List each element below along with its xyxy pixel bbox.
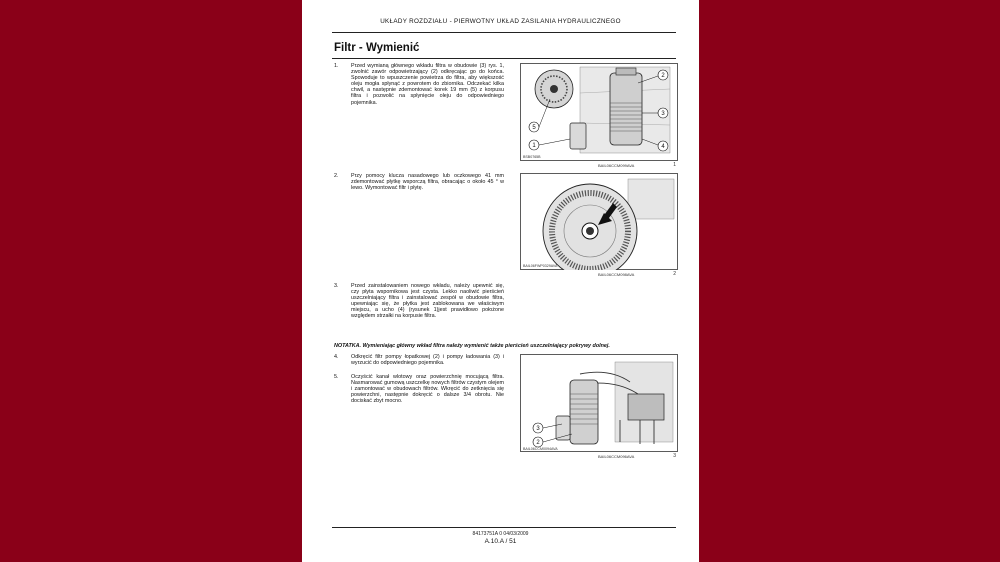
figure-1-callout: 2 [661,73,665,79]
step-number: 4. [334,354,339,360]
figure-1-caption [520,161,678,169]
figure-3-caption [520,452,678,460]
step-text: Przed wymianą głównego wkładu filtra w obudowie (3) rys. 1, zwolnić zawór odpowietrzający (2) odkręcając go do końca. Spowoduje to wpuszczenie powietrza do filtra, aby większość oleju mogła spłynąć z powrotem do zbiornika. Odczekać kilka chwil, a następnie zdemontować korek 19 mm (5) z korpusu filtra i pozwolić na spłynięcie oleju do odpowiedniego pojemnika. [351,63,504,106]
step-number: 1. [334,63,339,69]
section-title: Filtr - Wymienić [334,42,420,54]
step-text: Przed zainstalowaniem nowego wkładu, należy upewnić się, czy płyta wspornikowa jest czysta. Lekko naoliwić pierścień uszczelniający filtra i zainstalować zespół w obudowie filtra, upewniając się, że płytka jest zablokowana we właściwym miejscu, a ucho (4) (rysunek 1)jest prawidłowo położone względem strzałki na korpusie filtra. [351,283,504,320]
step-text: Przy pomocy klucza nasadowego lub oczkowego 41 mm zdemontować płytkę wsporczą filtra, obracając o około 45 ° w lewo. Wymontować filtr i płytę. [351,173,504,192]
figure-number: 2 [673,271,676,277]
manual-page [302,0,699,562]
step-number: 5. [334,374,339,380]
figure-2-inner-code: BAIL06FWP0329AVA [523,264,558,268]
figure-2-illustration [520,173,678,270]
figure-3-illustration [520,354,678,452]
footer-page-number: A.10.A / 51 [484,538,517,545]
title-rule [332,58,676,59]
figure-number: 3 [673,453,676,459]
figure-3-inner-code: BAIL06CCM0094AVA [523,447,558,451]
footer-rule [332,527,676,528]
footer-document-ref: 84173751A 0 04/03/2009 [472,531,529,537]
step-number: 3. [334,283,339,289]
figure-1-illustration [520,63,678,161]
figure-3-callout: 2 [536,440,540,446]
header-rule [332,32,676,33]
figure-number: 1 [673,162,676,168]
step-text: Odkręcić filtr pompy łopatkowej (2) i pompy ładowania (3) i wyrzucić do odpowiedniego pojemnika. [351,354,504,367]
figure-3 [520,354,678,460]
figure-code: BAIL06CCM096AVA [598,454,635,459]
step-text: Oczyścić kanał wlotowy oraz powierzchnię mocującą filtra. Nasmarować gumową uszczelkę nowych filtrów czystym olejem i zamontować w obudowach filtrów. Wkręcić do zetknięcia się powierzchni, następnie dokręcić o dalsze 3/4 obrotu. Nie dociskać zbyt mocno. [351,374,504,405]
figure-1-callout: 1 [532,143,536,149]
figure-1-callout: 3 [661,111,665,117]
step-number: 2. [334,173,339,179]
figure-1-callout: 4 [661,144,665,150]
note: NOTATKA. Wymieniając główny wkład filtra należy wymienić także pierścień uszczelniający pokrywy dolnej. [334,343,610,349]
figure-1-callout: 5 [532,125,536,131]
running-header: UKŁADY ROZDZIAŁU - PIERWOTNY UKŁAD ZASILANIA HYDRAULICZNEGO [380,18,621,25]
figure-1-inner-code: BSB0765B [523,155,541,159]
figure-code: BAIL06CCM099AVA [598,163,635,168]
figure-3-callout: 3 [536,426,540,432]
figure-2 [520,173,678,278]
figure-2-caption [520,270,678,278]
figure-code: BAIL06CCM098AVA [598,272,635,277]
figure-1 [520,63,678,169]
